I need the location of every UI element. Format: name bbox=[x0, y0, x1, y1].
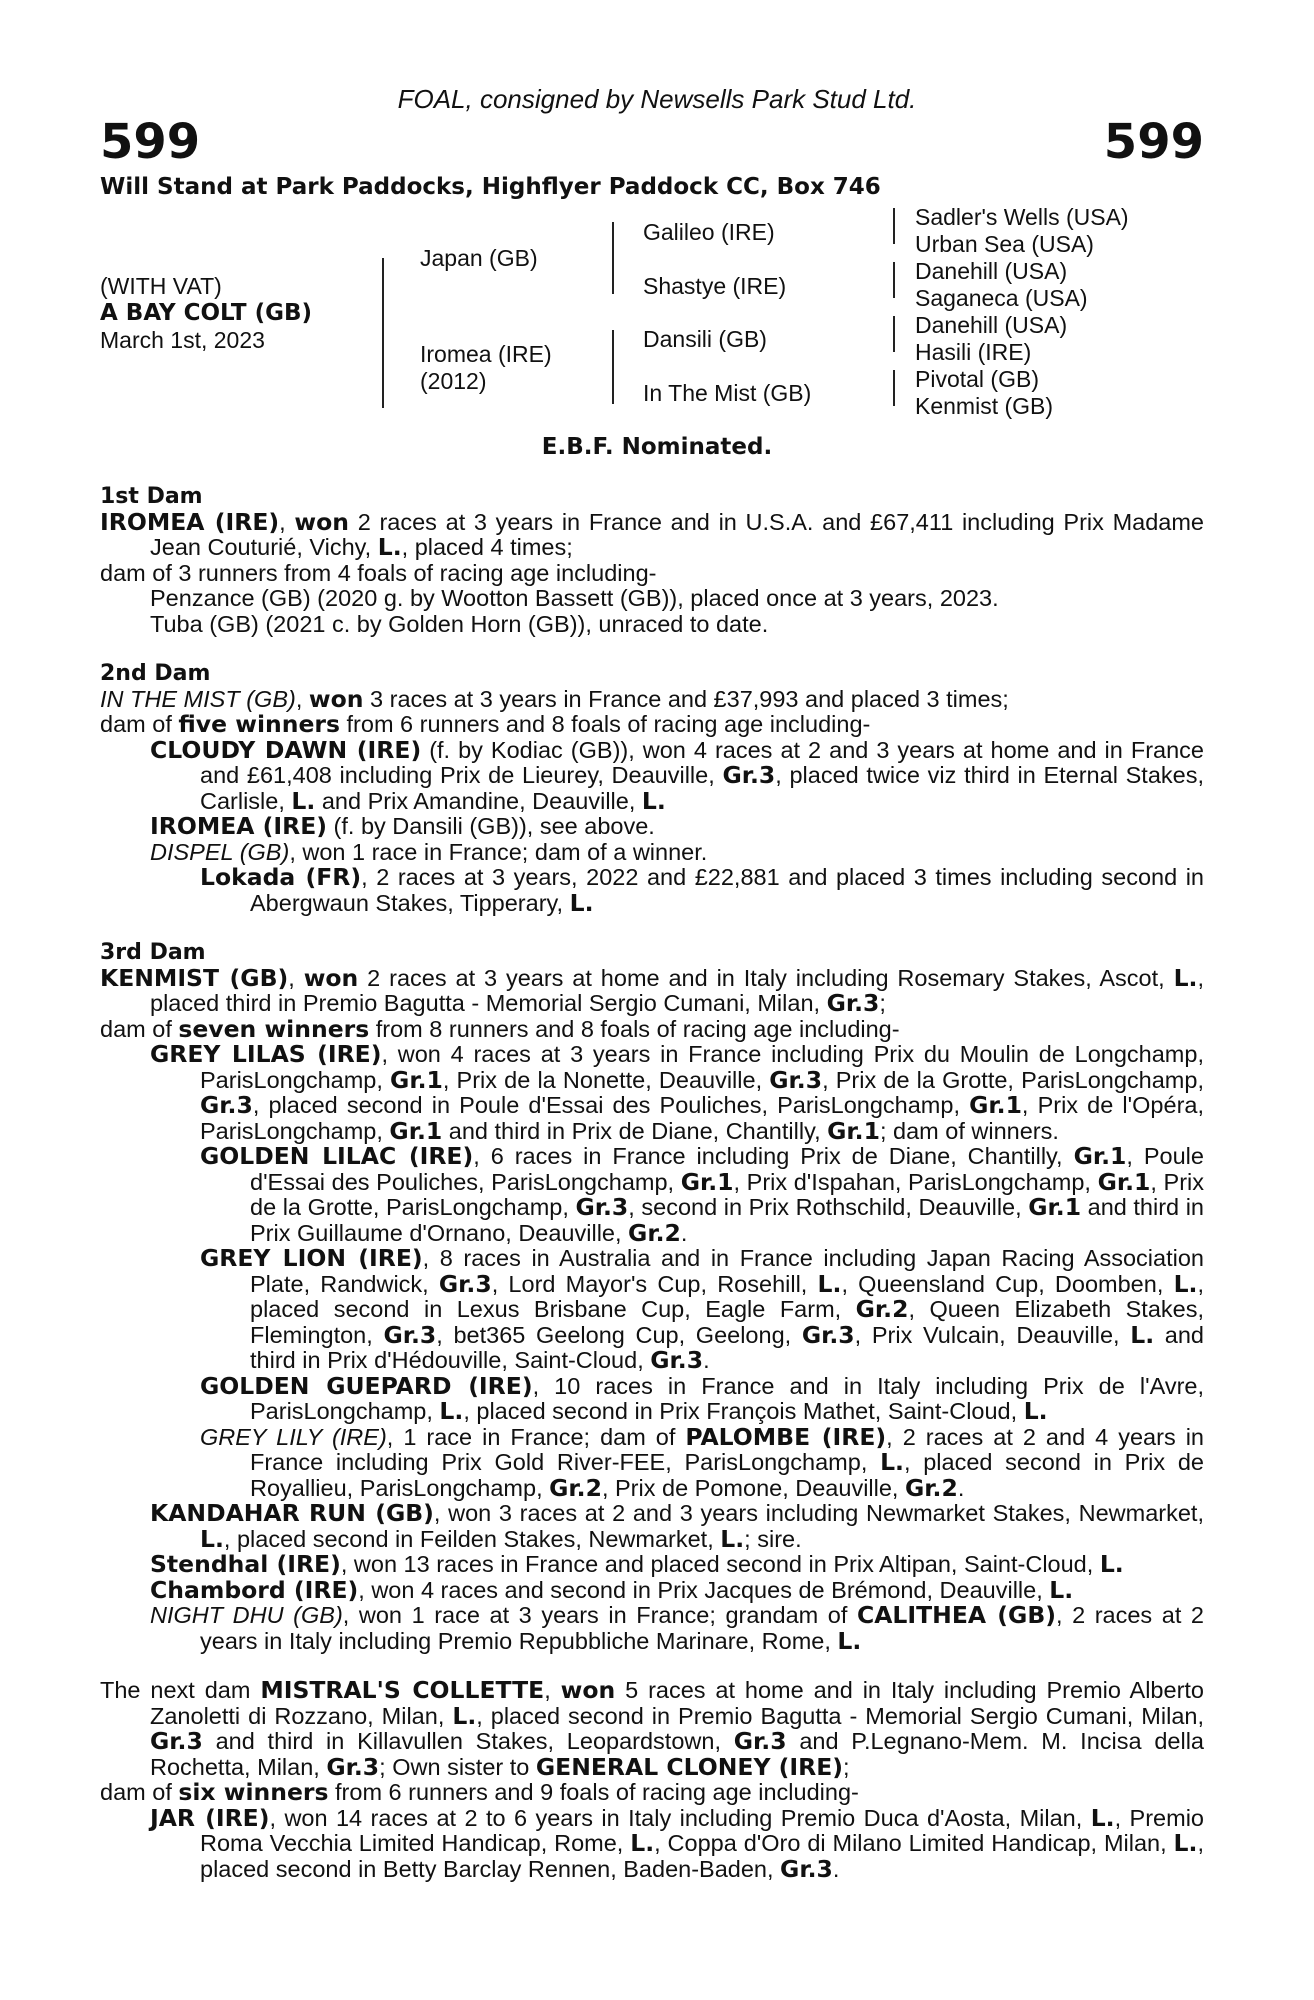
record-text: , Prix de la Grotte, ParisLongchamp, bbox=[822, 1066, 1204, 1093]
vat-label: (WITH VAT) bbox=[100, 273, 222, 299]
produce-name: GREY LILY (IRE) bbox=[200, 1423, 387, 1450]
ped-g5: Danehill (USA) bbox=[915, 312, 1068, 338]
record-text: , 2 races at 2 years in Italy including Premio Repubbliche Marinare, Rome, bbox=[200, 1602, 1204, 1654]
group-label: Gr.3 bbox=[326, 1752, 380, 1781]
record-text: , won 1 race in France; dam of a winner. bbox=[289, 838, 708, 865]
produce-item bbox=[100, 1575, 1204, 1604]
record-text: , won 13 races in France and placed second in Prix Altipan, Saint-Cloud, bbox=[340, 1551, 1100, 1577]
produce-item bbox=[100, 814, 1204, 840]
produce-name: JAR (IRE) bbox=[150, 1803, 270, 1832]
first-dam-section bbox=[100, 484, 1204, 637]
listed-label: L. bbox=[837, 1626, 862, 1655]
listed-label: L. bbox=[720, 1524, 745, 1553]
record-text: , Prix de la Nonette, Deauville, bbox=[442, 1066, 770, 1093]
record-text: , 1 race in France; dam of bbox=[386, 1423, 686, 1450]
record-text: , won 4 races and second in Prix Jacques de Brémond, Deauville, bbox=[358, 1576, 1050, 1603]
listed-label: L. bbox=[1173, 963, 1198, 992]
record-text: , placed 4 times; bbox=[401, 534, 573, 560]
listed-label: L. bbox=[630, 1829, 655, 1857]
produce-name: GREY LILAS (IRE) bbox=[150, 1040, 382, 1068]
record-text: ; sire. bbox=[744, 1525, 802, 1552]
produce-name: Chambord (IRE) bbox=[150, 1575, 359, 1604]
listed-label: L. bbox=[880, 1448, 904, 1476]
record-text: dam of bbox=[100, 1779, 179, 1805]
record-text: , Prix Vulcain, Deauville, bbox=[854, 1321, 1131, 1348]
first-dam-dam-of: dam of 3 runners from 4 foals of racing age including- bbox=[100, 559, 657, 586]
record-text: 5 races at home and in Italy including Premio Alberto Zanoletti di Rozzano, Milan, bbox=[150, 1677, 1204, 1729]
group-label: Gr.3 bbox=[769, 1065, 823, 1094]
lot-number-left: 599 bbox=[100, 114, 201, 170]
group-label: Gr.3 bbox=[383, 1320, 437, 1349]
ped-g6: Hasili (IRE) bbox=[915, 339, 1032, 365]
listed-label: L. bbox=[1023, 1397, 1048, 1425]
record-text: . bbox=[832, 1855, 840, 1882]
record-text: (f. by Kodiac (GB)), won 4 races at 2 and 3 years at home and in France and £61,408 including Prix de Lieurey, Deauville, bbox=[200, 736, 1204, 788]
sire-sire: Galileo (IRE) bbox=[643, 219, 775, 245]
produce-name: DISPEL (GB) bbox=[150, 838, 290, 865]
group-label: Gr.3 bbox=[722, 761, 776, 789]
record-text: , Queen Elizabeth Stakes, Flemington, bbox=[250, 1296, 1204, 1348]
record-text: and third in Prix de Diane, Chantilly, bbox=[442, 1117, 828, 1144]
listed-label: L. bbox=[1173, 1829, 1198, 1857]
listed-label: L. bbox=[377, 533, 402, 561]
lot-number-right: 599 bbox=[1103, 114, 1204, 170]
listed-label: L. bbox=[200, 1524, 224, 1553]
ped-g8: Kenmist (GB) bbox=[915, 393, 1054, 419]
group-label: Gr.1 bbox=[680, 1167, 734, 1196]
group-label: Gr.1 bbox=[1097, 1167, 1151, 1196]
record-text: from 6 runners and 9 foals of racing age including- bbox=[328, 1779, 859, 1805]
group-label: Gr.1 bbox=[1073, 1142, 1127, 1170]
next-dam-section bbox=[100, 1678, 1204, 1882]
group-label: Gr.3 bbox=[780, 1854, 833, 1883]
brace-sire bbox=[612, 222, 614, 294]
record-text: , Prix de la Grotte, ParisLongchamp, bbox=[250, 1168, 1204, 1220]
dam-name: IROMEA (IRE) bbox=[100, 507, 280, 536]
third-dam-record: KENMIST (GB), won 2 races at 3 years at home and in Italy including Rosemary Stakes, Ascot, L., placed third in Premio Bagutta - Memorial Sergio Cumani, Milan, Gr.3; bbox=[100, 963, 1204, 1017]
produce-name: PALOMBE (IRE) bbox=[685, 1422, 887, 1451]
produce-name: CLOUDY DAWN (IRE) bbox=[150, 735, 422, 764]
group-label: Gr.1 bbox=[389, 1116, 443, 1145]
produce-item bbox=[100, 1552, 1204, 1578]
group-label: Gr.1 bbox=[390, 1065, 443, 1094]
group-label: Gr.1 bbox=[827, 1116, 880, 1145]
record-text: and third in Killavullen Stakes, Leopardstown, bbox=[202, 1728, 734, 1754]
ped-g4: Saganeca (USA) bbox=[915, 285, 1088, 311]
record-text: dam of bbox=[100, 1015, 179, 1042]
record-text: ; Own sister to bbox=[379, 1753, 536, 1780]
dam-dam: In The Mist (GB) bbox=[643, 380, 812, 406]
record-text: and third in Prix Guillaume d'Ornano, Deauville, bbox=[250, 1194, 1204, 1246]
produce-item bbox=[100, 1603, 1204, 1654]
produce-item bbox=[100, 1422, 1204, 1502]
record-text: , 10 races in France and in Italy including Prix de l'Avre, ParisLongchamp, bbox=[250, 1372, 1205, 1424]
catalogue-body bbox=[100, 484, 1204, 1882]
record-text: 2 races at 3 years at home and in Italy including Rosemary Stakes, Ascot, bbox=[358, 964, 1174, 991]
sire: Japan (GB) bbox=[420, 245, 538, 271]
group-label: Gr.3 bbox=[650, 1346, 704, 1374]
record-text: , second in Prix Rothschild, Deauville, bbox=[628, 1194, 1029, 1220]
produce-item bbox=[100, 1246, 1204, 1374]
record-text: , 2 races at 2 and 4 years in France including Prix Gold River-FEE, ParisLongchamp, bbox=[250, 1423, 1204, 1475]
third-dam-section bbox=[100, 940, 1204, 1654]
produce-name: IROMEA (IRE) bbox=[150, 812, 327, 840]
ped-g2: Urban Sea (USA) bbox=[915, 231, 1094, 257]
winners-count: five winners bbox=[178, 710, 340, 738]
record-text: ; bbox=[879, 990, 886, 1016]
record-text: , 8 races in Australia and in France including Japan Racing Association Plate, Randwick, bbox=[250, 1245, 1204, 1297]
produce-item bbox=[100, 735, 1204, 815]
produce-item bbox=[100, 1042, 1204, 1144]
sire-dam: Shastye (IRE) bbox=[643, 273, 787, 299]
record-text: , placed twice viz third in Eternal Stakes, Carlisle, bbox=[200, 762, 1204, 814]
brace-gen1 bbox=[382, 258, 384, 408]
record-text: . bbox=[957, 1474, 965, 1501]
listed-label: L. bbox=[1090, 1803, 1115, 1832]
produce-name: GOLDEN LILAC (IRE) bbox=[200, 1142, 474, 1170]
third-dam-dam-of bbox=[100, 1014, 1204, 1043]
listed-label: L. bbox=[452, 1701, 477, 1730]
ebf-nominated: E.B.F. Nominated. bbox=[541, 434, 773, 460]
record-text: , won 14 races at 2 to 6 years in Italy including Premio Duca d'Aosta, Milan, bbox=[269, 1804, 1091, 1831]
produce-item bbox=[100, 1371, 1205, 1425]
listed-label: L. bbox=[439, 1397, 464, 1425]
record-text: , Premio Roma Vecchia Limited Handicap, Rome, bbox=[200, 1804, 1204, 1856]
group-label: Gr.1 bbox=[1028, 1193, 1082, 1221]
next-dam-record: The next dam MISTRAL'S COLLETTE, won 5 races at home and in Italy including Premio Alberto Zanoletti di Rozzano, Milan, L., placed second in Premio Bagutta - Memorial Sergio Cumani, Milan, Gr.3 and third in Killavullen Stakes, Leopardstown, Gr.3 and P.Legnano-Mem. M. Incisa della Rochetta, Milan, Gr.3; Own sister to GENERAL CLONEY (IRE); bbox=[100, 1676, 1204, 1781]
record-text: from 6 runners and 8 foals of racing age including- bbox=[339, 711, 871, 737]
record-text: , Coppa d'Oro di Milano Limited Handicap, Milan, bbox=[654, 1830, 1174, 1856]
won-label: won bbox=[308, 684, 364, 713]
winners-count: six winners bbox=[178, 1778, 329, 1806]
brace-dam bbox=[612, 330, 614, 404]
sister-name: GENERAL CLONEY (IRE) bbox=[535, 1752, 844, 1781]
record-text: and third in Prix d'Hédouville, Saint-Cloud, bbox=[250, 1321, 1204, 1373]
ped-g1: Sadler's Wells (USA) bbox=[915, 204, 1129, 230]
consignor-line: FOAL, consigned by Newsells Park Stud Ltd. bbox=[397, 84, 917, 114]
record-text: from 8 runners and 8 foals of racing age including- bbox=[369, 1015, 900, 1042]
stand-location: Will Stand at Park Paddocks, Highflyer Paddock CC, Box 746 bbox=[100, 174, 881, 200]
record-text: , Poule d'Essai des Pouliches, ParisLongchamp, bbox=[250, 1143, 1204, 1195]
record-text: 3 races at 3 years in France and £37,993 and placed 3 times; bbox=[363, 685, 1009, 712]
group-label: Gr.3 bbox=[200, 1091, 253, 1119]
brace-g4 bbox=[893, 370, 895, 406]
listed-label: L. bbox=[817, 1269, 842, 1298]
record-text: and Prix Amandine, Deauville, bbox=[315, 787, 642, 814]
group-label: Gr.3 bbox=[733, 1727, 787, 1755]
record-text: . bbox=[680, 1219, 688, 1246]
winners-count: seven winners bbox=[178, 1014, 370, 1043]
produce-name: GOLDEN GUEPARD (IRE) bbox=[200, 1371, 533, 1400]
listed-label: L. bbox=[1130, 1320, 1155, 1349]
group-label: Gr.2 bbox=[549, 1473, 602, 1502]
second-dam-dam-of bbox=[100, 712, 1204, 738]
first-dam-heading: 1st Dam bbox=[100, 484, 203, 509]
record-text: , placed third in Premio Bagutta - Memorial Sergio Cumani, Milan, bbox=[150, 964, 1204, 1016]
record-text: , won 4 races at 3 years in France including Prix du Moulin de Longchamp, ParisLongchamp, bbox=[200, 1041, 1204, 1093]
record-text: . bbox=[703, 1347, 710, 1373]
record-text: , 6 races in France including Prix de Diane, Chantilly, bbox=[473, 1143, 1074, 1169]
won-label: won bbox=[294, 507, 349, 536]
produce-item bbox=[100, 1501, 1204, 1552]
produce-name: Lokada (FR) bbox=[200, 863, 362, 891]
listed-label: L. bbox=[1099, 1550, 1124, 1578]
dam: Iromea (IRE) bbox=[420, 341, 552, 367]
dam-name: MISTRAL'S COLLETTE bbox=[260, 1676, 545, 1704]
produce-item bbox=[100, 1144, 1204, 1246]
group-label: Gr.3 bbox=[575, 1193, 629, 1221]
listed-label: L. bbox=[1049, 1575, 1074, 1604]
record-text: ; bbox=[843, 1753, 850, 1780]
group-label: Gr.2 bbox=[855, 1295, 909, 1323]
record-text: , placed second in Prix de Royallieu, ParisLongchamp, bbox=[250, 1449, 1204, 1501]
ped-g3: Danehill (USA) bbox=[915, 258, 1068, 284]
record-text: , Queensland Cup, Doomben, bbox=[841, 1270, 1174, 1297]
record-text: , placed second in Betty Barclay Rennen, Baden-Baden, bbox=[200, 1830, 1204, 1882]
produce-item: Penzance (GB) (2020 g. by Wootton Bassett (GB)), placed once at 3 years, 2023. bbox=[150, 585, 999, 611]
record-text: The next dam bbox=[100, 1677, 261, 1703]
brace-g3 bbox=[893, 316, 895, 352]
record-text: , won 1 race at 3 years in France; grandam of bbox=[342, 1602, 857, 1628]
record-text: , won 3 races at 2 and 3 years including Newmarket Stakes, Newmarket, bbox=[433, 1500, 1204, 1526]
dam-sire: Dansili (GB) bbox=[643, 326, 767, 352]
produce-name: NIGHT DHU (GB) bbox=[150, 1602, 343, 1628]
horse-name: A BAY COLT (GB) bbox=[100, 300, 313, 326]
record-text: , placed second in Premio Bagutta - Memorial Sergio Cumani, Milan, bbox=[476, 1702, 1204, 1729]
record-text: , placed second in Lexus Brisbane Cup, Eagle Farm, bbox=[250, 1270, 1204, 1322]
record-text: , Prix de Pomone, Deauville, bbox=[601, 1474, 905, 1501]
won-label: won bbox=[303, 963, 359, 992]
produce-name: CALITHEA (GB) bbox=[856, 1601, 1056, 1629]
produce-item bbox=[100, 1803, 1204, 1883]
produce-item bbox=[100, 865, 1204, 916]
won-label: won bbox=[560, 1676, 616, 1704]
listed-label: L. bbox=[569, 888, 594, 917]
second-dam-section bbox=[100, 661, 1204, 916]
record-text: , bet365 Geelong Cup, Geelong, bbox=[436, 1321, 802, 1348]
group-label: Gr.1 bbox=[969, 1091, 1022, 1119]
record-text: , Prix d'Ispahan, ParisLongchamp, bbox=[733, 1168, 1098, 1195]
group-label: Gr.3 bbox=[801, 1320, 855, 1349]
record-text: and P.Legnano-Mem. M. Incisa della Rochetta, Milan, bbox=[150, 1728, 1204, 1780]
brace-g2 bbox=[893, 262, 895, 298]
horse-foaled: March 1st, 2023 bbox=[100, 327, 265, 353]
third-dam-heading: 3rd Dam bbox=[100, 940, 206, 965]
record-text: , Lord Mayor's Cup, Rosehill, bbox=[491, 1270, 818, 1297]
record-text: , Prix de l'Opéra, ParisLongchamp, bbox=[200, 1092, 1204, 1144]
dam-name: KENMIST (GB) bbox=[100, 963, 289, 992]
group-label: Gr.3 bbox=[150, 1727, 203, 1755]
group-label: Gr.2 bbox=[905, 1473, 958, 1502]
next-dam-dam-of bbox=[100, 1780, 1204, 1806]
group-label: Gr.2 bbox=[628, 1218, 681, 1247]
produce-name: GREY LION (IRE) bbox=[200, 1244, 423, 1272]
record-text: dam of bbox=[100, 711, 179, 737]
group-label: Gr.3 bbox=[438, 1269, 492, 1298]
record-text: , placed second in Prix François Mathet, Saint-Cloud, bbox=[463, 1398, 1024, 1424]
produce-name: KANDAHAR RUN (GB) bbox=[150, 1499, 434, 1527]
produce-item bbox=[100, 840, 1204, 866]
ped-g7: Pivotal (GB) bbox=[915, 366, 1039, 392]
second-dam-heading: 2nd Dam bbox=[100, 661, 211, 686]
record-text: , 2 races at 3 years, 2022 and £22,881 and placed 3 times including second in Abergwaun Stakes, Tipperary, bbox=[250, 864, 1204, 916]
brace-g1 bbox=[893, 208, 895, 244]
listed-label: L. bbox=[641, 786, 666, 815]
dam-name: IN THE MIST (GB) bbox=[100, 685, 296, 712]
dam-year: (2012) bbox=[420, 368, 487, 394]
record-text: 2 races at 3 years in France and in U.S.A. and £67,411 including Prix Madame Jean Couturié, Vichy, bbox=[150, 508, 1205, 560]
first-dam-record: IROMEA (IRE), won 2 races at 3 years in France and in U.S.A. and £67,411 including Prix Madame Jean Couturié, Vichy, L., placed 4 times; bbox=[100, 507, 1205, 561]
group-label: Gr.3 bbox=[826, 989, 880, 1017]
second-dam-record: IN THE MIST (GB), won 3 races at 3 years in France and £37,993 and placed 3 times; bbox=[100, 684, 1009, 713]
record-text: , placed second in Poule d'Essai des Pouliches, ParisLongchamp, bbox=[252, 1092, 970, 1118]
listed-label: L. bbox=[291, 786, 316, 815]
produce-name: Stendhal (IRE) bbox=[150, 1550, 341, 1578]
record-text: ; dam of winners. bbox=[879, 1117, 1059, 1144]
produce-item: Tuba (GB) (2021 c. by Golden Horn (GB)), unraced to date. bbox=[150, 610, 769, 637]
listed-label: L. bbox=[1173, 1269, 1198, 1298]
record-text: , placed second in Feilden Stakes, Newmarket, bbox=[223, 1525, 721, 1552]
record-text: (f. by Dansili (GB)), see above. bbox=[327, 813, 655, 839]
